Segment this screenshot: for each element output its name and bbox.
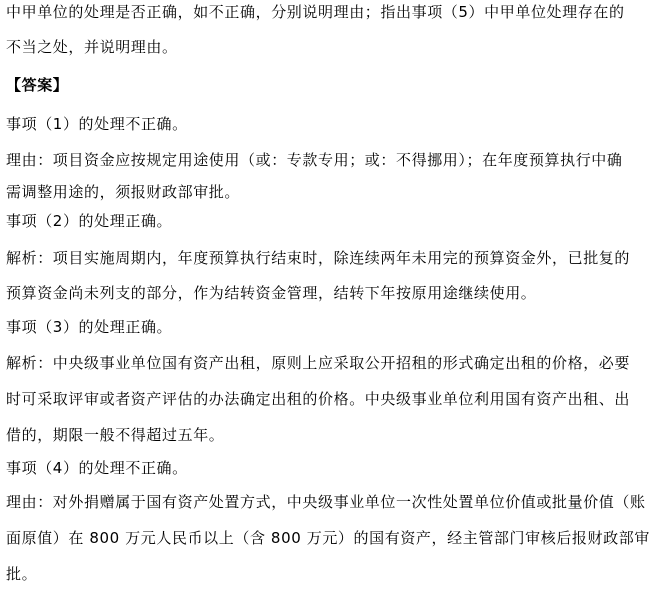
item-3-analysis-line-3: 借的，期限一般不得超过五年。 bbox=[6, 426, 225, 444]
item-4-conclusion: 事项（4）的处理不正确。 bbox=[6, 459, 188, 477]
item-2-analysis-line-2: 预算资金尚未列支的部分，作为结转资金管理，结转下年按原用途继续使用。 bbox=[6, 284, 537, 302]
item-3-conclusion: 事项（3）的处理正确。 bbox=[6, 318, 173, 336]
question-line-1: 中甲单位的处理是否正确，如不正确，分别说明理由；指出事项（5）中甲单位处理存在的 bbox=[6, 3, 625, 21]
item-4-reason-line-2: 面原值）在 800 万元人民币以上（含 800 万元）的国有资产，经主管部门审核后报财政部审 bbox=[6, 529, 650, 547]
item-4-reason-line-3: 批。 bbox=[6, 565, 38, 583]
item-1-reason-line-1: 理由：项目资金应按规定用途使用（或：专款专用；或：不得挪用）；在年度预算执行中确 bbox=[6, 151, 623, 169]
item-3-analysis-line-2: 时可采取评审或者资产评估的办法确定出租的价格。中央级事业单位利用国有资产出租、出 bbox=[6, 390, 631, 408]
item-3-analysis-line-1: 解析：中央级事业单位国有资产出租，原则上应采取公开招租的形式确定出租的价格，必要 bbox=[6, 354, 631, 372]
item-1-reason-line-2: 需调整用途的，须报财政部审批。 bbox=[6, 183, 241, 201]
item-2-analysis-line-1: 解析：项目实施周期内，年度预算执行结束时，除连续两年未用完的预算资金外，已批复的 bbox=[6, 249, 631, 267]
answer-heading: 【答案】 bbox=[6, 76, 69, 94]
question-line-2: 不当之处，并说明理由。 bbox=[6, 38, 178, 56]
item-4-reason-line-1: 理由：对外捐赠属于国有资产处置方式，中央级事业单位一次性处置单位价值或批量价值（账 bbox=[6, 493, 646, 511]
item-2-conclusion: 事项（2）的处理正确。 bbox=[6, 212, 173, 230]
item-1-conclusion: 事项（1）的处理不正确。 bbox=[6, 115, 188, 133]
